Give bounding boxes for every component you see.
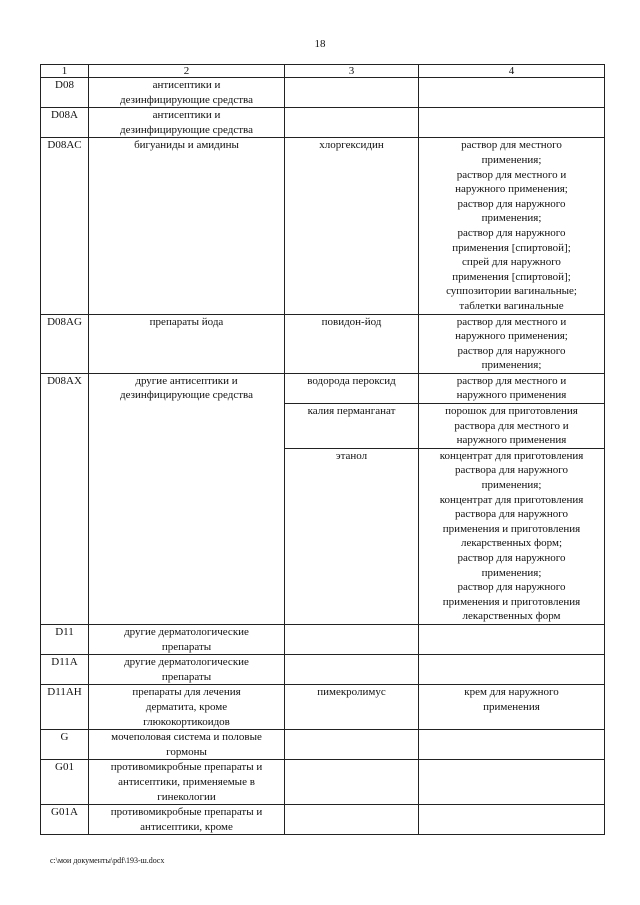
atc-code: D11A [41,655,89,685]
drug-name: хлоргексидин [285,138,419,314]
table-row [41,730,605,760]
table-row [41,78,605,108]
table-row [41,108,605,138]
anatomical-group: противомикробные препараты и антисептики, кроме [89,805,285,835]
column-header: 1 [41,65,89,78]
table-header-row [41,65,605,78]
anatomical-group: противомикробные препараты и антисептики, применяемые в гинекологии [89,760,285,805]
file-path-footer: c:\мои документы\pdf\193-ш.docx [50,856,165,865]
anatomical-group: другие дерматологические препараты [89,655,285,685]
drug-name [285,624,419,654]
table-row [41,685,605,730]
anatomical-group: антисептики и дезинфицирующие средства [89,108,285,138]
anatomical-group: мочеполовая система и половые гормоны [89,730,285,760]
dosage-form [419,655,605,685]
atc-code: D08 [41,78,89,108]
drug-classification-table [40,64,605,835]
drug-name: этанол [285,448,419,624]
drug-name [285,655,419,685]
page-number: 18 [314,38,326,50]
dosage-form: порошок для приготовления раствора для местного и наружного применения [419,404,605,449]
atc-code: D11 [41,624,89,654]
anatomical-group: другие антисептики и дезинфицирующие средства [89,373,285,403]
dosage-form: раствор для местного применения; раствор для местного и наружного применения; раствор для наружного применения; раствор для наружного применения [спиртовой]; спрей для наружного применения [спиртовой]; суппозитории вагинальные; таблетки вагинальные [419,138,605,314]
dosage-form [419,78,605,108]
atc-code: D08AG [41,314,89,373]
drug-name [285,730,419,760]
drug-name [285,805,419,835]
dosage-form: раствор для местного и наружного применения; раствор для наружного применения; [419,314,605,373]
drug-name: повидон-йод [285,314,419,373]
anatomical-group: препараты йода [89,314,285,373]
dosage-form: концентрат для приготовления раствора для наружного применения; концентрат для приготовления раствора для наружного применения и приготовления лекарственных форм; раствор для наружного применения; раствор для наружного применения и приготовления лекарственных форм [419,448,605,624]
drug-name [285,760,419,805]
drug-name: калия перманганат [285,404,419,449]
table-row [41,404,605,449]
atc-code: G01A [41,805,89,835]
atc-code: D08AX [41,373,89,403]
dosage-form: раствор для местного и наружного применения [419,373,605,403]
table-row [41,655,605,685]
dosage-form [419,730,605,760]
table-row [41,624,605,654]
dosage-form [419,624,605,654]
dosage-form: крем для наружного применения [419,685,605,730]
atc-code: D11AH [41,685,89,730]
anatomical-group: другие дерматологические препараты [89,624,285,654]
drug-name [285,108,419,138]
atc-code: G [41,730,89,760]
atc-code: D08AC [41,138,89,314]
drug-name: водорода пероксид [285,373,419,403]
column-header: 4 [419,65,605,78]
table-row [41,448,605,624]
table-row [41,760,605,805]
column-header: 2 [89,65,285,78]
anatomical-group: антисептики и дезинфицирующие средства [89,78,285,108]
drug-name: пимекролимус [285,685,419,730]
table-row [41,314,605,373]
dosage-form [419,760,605,805]
atc-code: D08A [41,108,89,138]
drug-name [285,78,419,108]
table-row [41,138,605,314]
dosage-form [419,805,605,835]
anatomical-group: препараты для лечения дерматита, кроме глюкокортикоидов [89,685,285,730]
dosage-form [419,108,605,138]
atc-code: G01 [41,760,89,805]
anatomical-group: бигуаниды и амидины [89,138,285,314]
table-row [41,805,605,835]
column-header: 3 [285,65,419,78]
table-row [41,373,605,403]
